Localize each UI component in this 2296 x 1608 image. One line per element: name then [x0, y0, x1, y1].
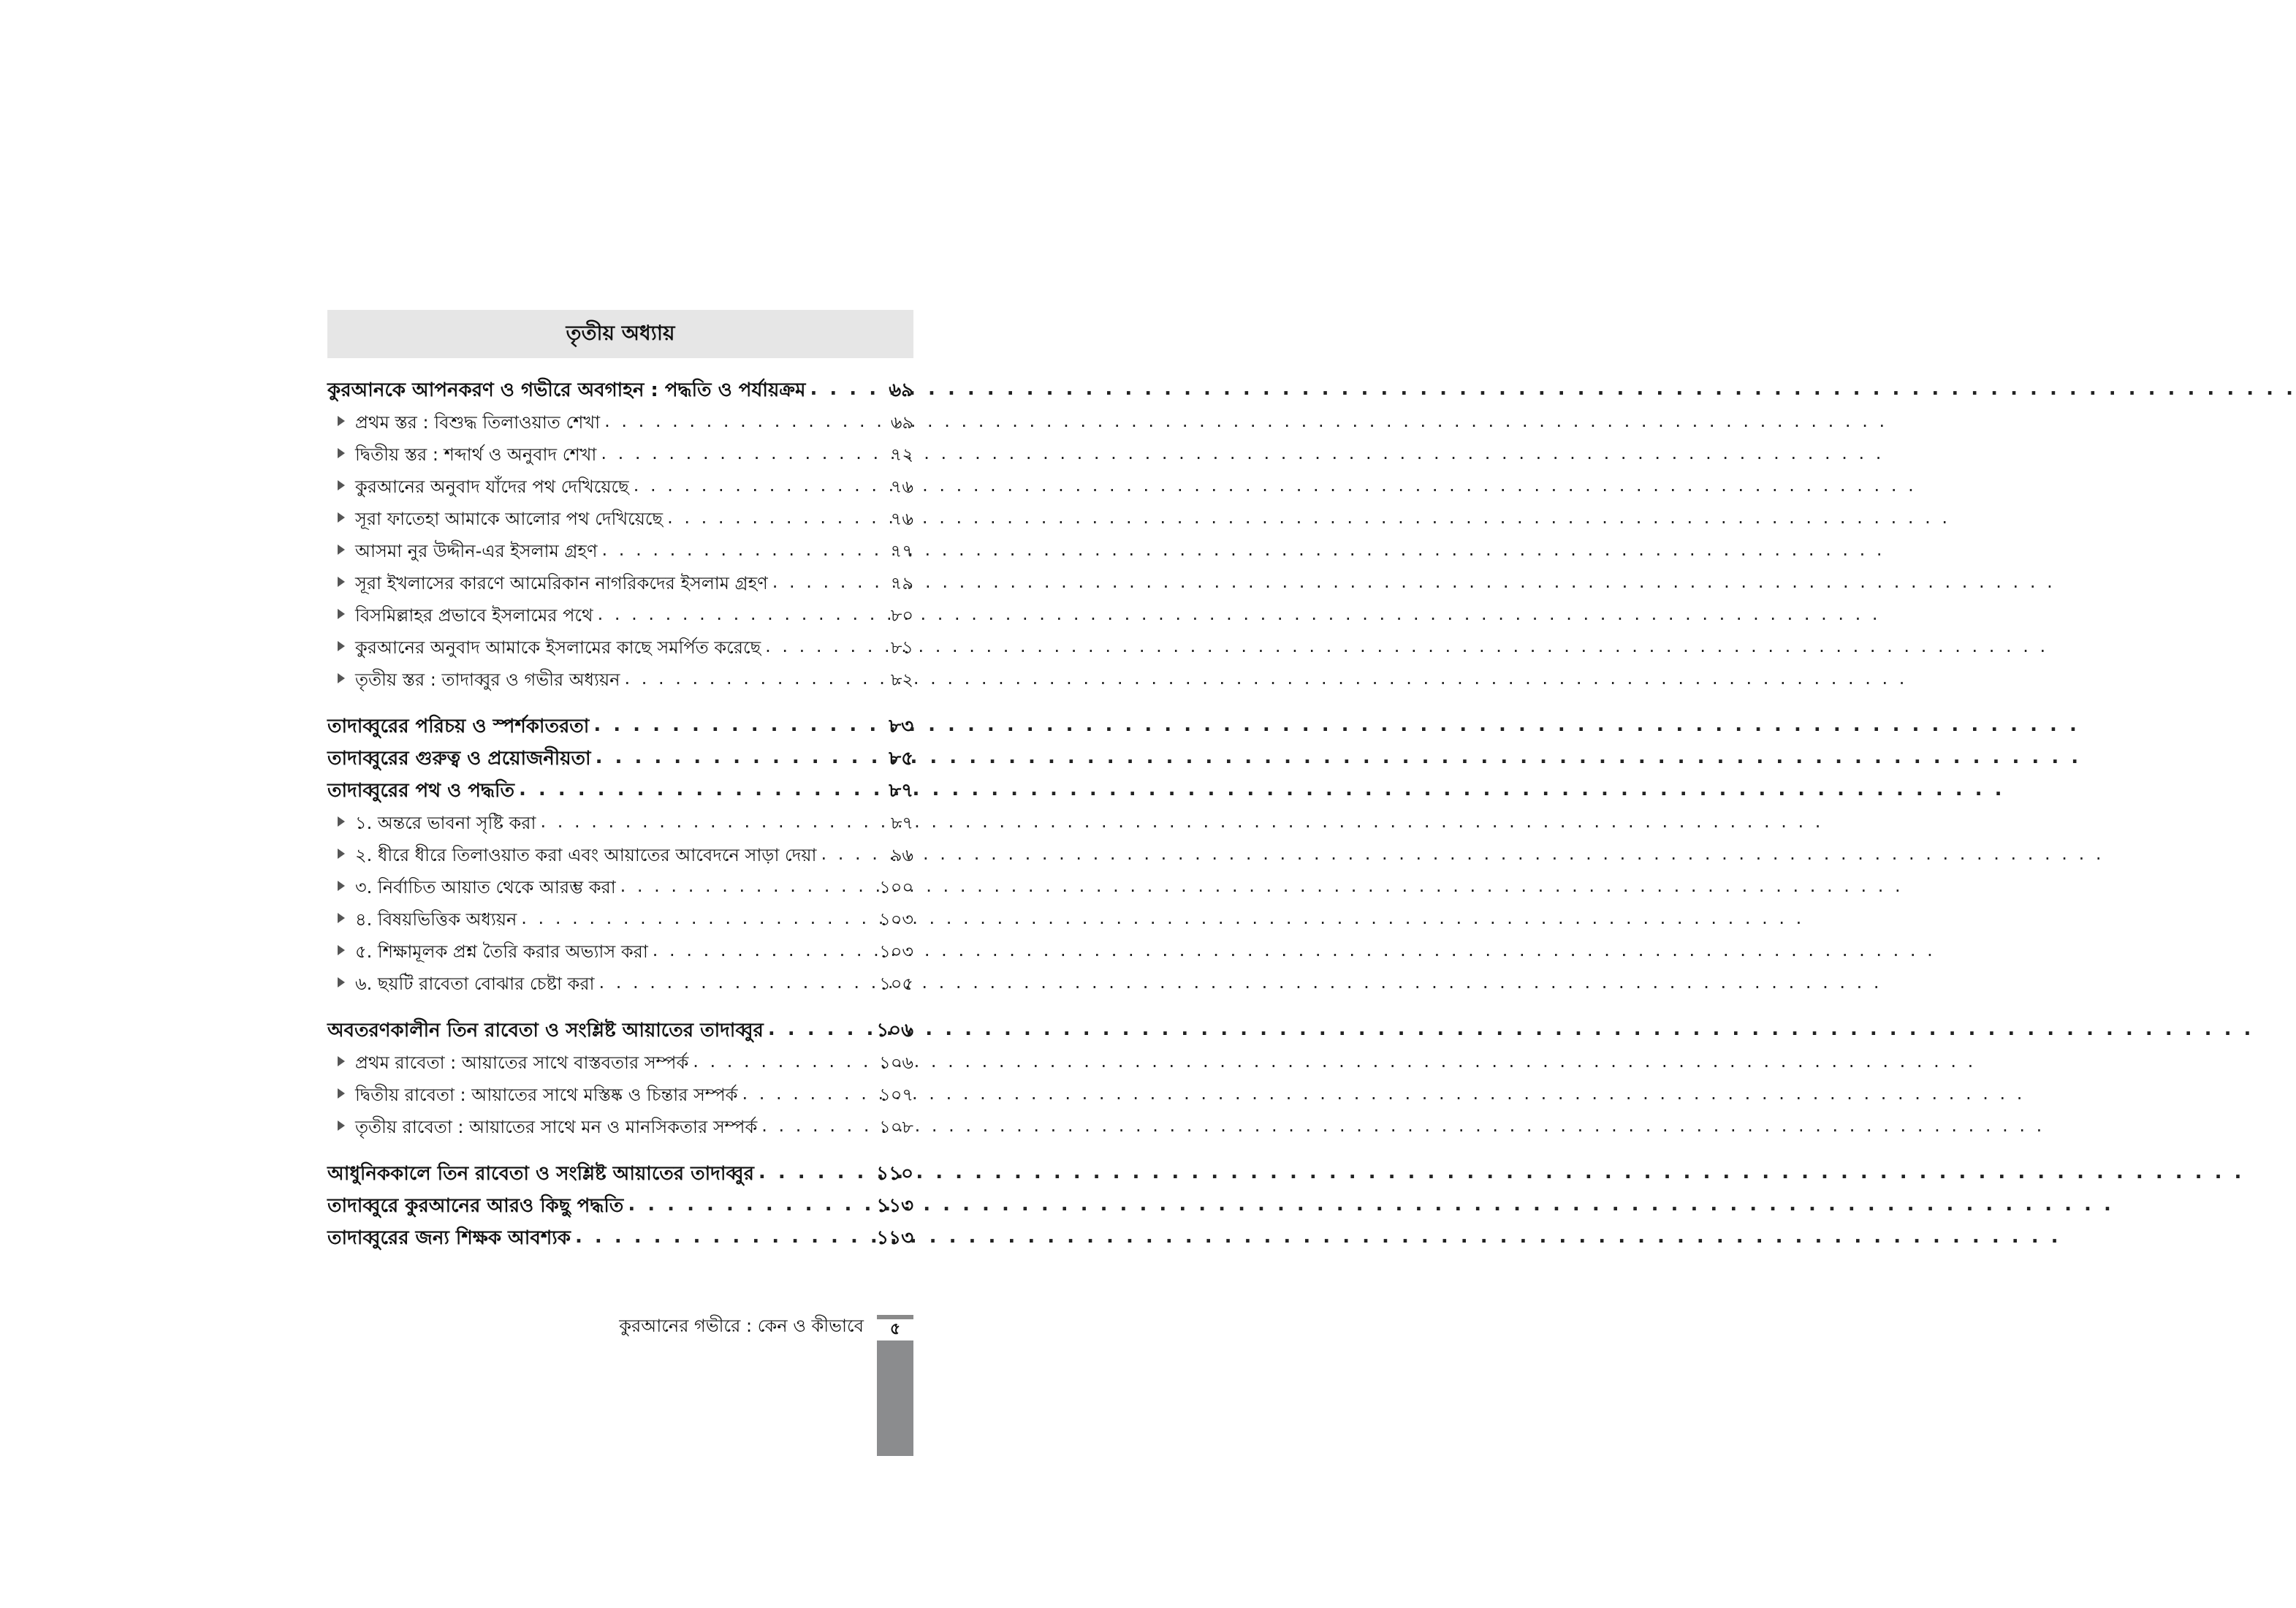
- toc-entry-title: প্রথম স্তর : বিশুদ্ধ তিলাওয়াত শেখা: [355, 412, 601, 433]
- dot-leader: [634, 469, 877, 501]
- toc-entry-title: ১. অন্তরে ভাবনা সৃষ্টি করা: [355, 813, 536, 833]
- toc-entry-title: তৃতীয় স্তর : তাদাব্বুর ও গভীর অধ্যয়ন: [355, 670, 620, 690]
- toc-sub-entry[interactable]: [327, 1047, 913, 1079]
- triangle-bullet-icon: [338, 480, 345, 490]
- toc-sub-entry[interactable]: [327, 632, 913, 664]
- dot-leader: [540, 805, 877, 838]
- triangle-bullet-icon: [338, 416, 345, 426]
- dot-leader: [821, 838, 877, 870]
- triangle-bullet-icon: [338, 881, 345, 891]
- triangle-bullet-icon: [338, 945, 345, 955]
- toc-page: [327, 310, 913, 1269]
- triangle-bullet-icon: [338, 913, 345, 923]
- toc-entry-title: আসমা নুর উদ্দীন-এর ইসলাম গ্রহণ: [355, 541, 598, 561]
- toc-page-number: ৮৩: [889, 716, 913, 737]
- toc-entry-title: দ্বিতীয় স্তর : শব্দার্থ ও অনুবাদ শেখা: [355, 444, 597, 465]
- toc-group: [327, 374, 913, 696]
- dot-leader: [599, 966, 875, 998]
- triangle-bullet-icon: [338, 673, 345, 683]
- toc-page-number: ৭৯: [890, 573, 913, 593]
- triangle-bullet-icon: [338, 1056, 345, 1066]
- table-of-contents: [327, 374, 913, 1254]
- dot-leader: [742, 1077, 875, 1110]
- toc-main-entry[interactable]: [327, 1222, 913, 1254]
- toc-entry-title: প্রথম রাবেতা : আয়াতের সাথে বাস্তবতার সম্পর্ক: [355, 1053, 689, 1073]
- toc-page-number: ১০৮: [879, 1117, 913, 1137]
- chapter-title: তৃতীয় অধ্যায়: [327, 310, 913, 358]
- toc-entry-title: ৫. শিক্ষামূলক প্রশ্ন তৈরি করার অভ্যাস করা: [355, 941, 648, 962]
- page-edge-tab: [877, 1340, 913, 1456]
- toc-sub-entry[interactable]: [327, 871, 913, 903]
- toc-sub-entry[interactable]: [327, 599, 913, 632]
- toc-main-entry[interactable]: [327, 743, 913, 775]
- dot-leader: [628, 1188, 872, 1221]
- toc-entry-title: ২. ধীরে ধীরে তিলাওয়াত করা এবং আয়াতের আবেদনে সাড়া দেয়া: [355, 845, 817, 865]
- toc-main-entry[interactable]: [327, 775, 913, 807]
- toc-entry-title: তাদাব্বুরের গুরুত্ব ও প্রয়োজনীয়তা: [327, 748, 591, 770]
- triangle-bullet-icon: [338, 1120, 345, 1131]
- toc-main-entry[interactable]: [327, 374, 913, 406]
- dot-leader: [601, 437, 877, 469]
- toc-page-number: ১০৭: [879, 1085, 913, 1105]
- toc-sub-entry[interactable]: [327, 471, 913, 503]
- dot-leader: [598, 598, 877, 630]
- toc-main-entry[interactable]: [327, 1015, 913, 1047]
- triangle-bullet-icon: [338, 977, 345, 987]
- dot-leader: [765, 630, 877, 662]
- toc-main-entry[interactable]: [327, 1158, 913, 1190]
- triangle-bullet-icon: [338, 609, 345, 619]
- dot-leader: [620, 870, 875, 902]
- toc-entry-title: কুরআনের অনুবাদ যাঁদের পথ দেখিয়েছে: [355, 477, 629, 497]
- dot-leader: [772, 566, 877, 598]
- dot-leader: [604, 405, 877, 437]
- toc-entry-title: সূরা ইখলাসের কারণে আমেরিকান নাগরিকদের ইসলাম গ্রহণ: [355, 573, 768, 593]
- toc-entry-title: সূরা ফাতেহা আমাকে আলোর পথ দেখিয়েছে: [355, 509, 664, 529]
- toc-entry-title: কুরআনকে আপনকরণ ও গভীরে অবগাহন : পদ্ধতি ও পর্যায়ক্রম: [327, 379, 806, 401]
- toc-sub-entry[interactable]: [327, 503, 913, 535]
- toc-page-number: ১০৩: [879, 941, 913, 962]
- toc-group: [327, 710, 913, 1000]
- dot-leader: [759, 1156, 872, 1188]
- toc-sub-entry[interactable]: [327, 439, 913, 471]
- toc-page-number: ১০৩: [879, 909, 913, 930]
- dot-leader: [768, 1013, 872, 1045]
- toc-page-number: ১০৫: [879, 974, 913, 994]
- toc-page-number: ৬৯: [889, 379, 913, 401]
- toc-page-number: ৭২: [890, 444, 913, 465]
- toc-page-number: ৮২: [890, 670, 913, 690]
- toc-entry-title: অবতরণকালীন তিন রাবেতা ও সংশ্লিষ্ট আয়াতের তাদাব্বুর: [327, 1020, 764, 1042]
- toc-entry-title: আধুনিককালে তিন রাবেতা ও সংশ্লিষ্ট আয়াতের তাদাব্বুর: [327, 1163, 754, 1185]
- toc-sub-entry[interactable]: [327, 839, 913, 871]
- toc-sub-entry[interactable]: [327, 664, 913, 696]
- toc-page-number: ১১৩: [876, 1227, 913, 1249]
- toc-entry-title: বিসমিল্লাহর প্রভাবে ইসলামের পথে: [355, 605, 593, 626]
- dot-leader: [761, 1110, 875, 1142]
- toc-page-number: ৮৭: [890, 813, 913, 833]
- toc-page-number: ১১৩: [876, 1195, 913, 1217]
- toc-sub-entry[interactable]: [327, 968, 913, 1000]
- toc-sub-entry[interactable]: [327, 1079, 913, 1111]
- toc-page-number: ৭৭: [890, 541, 913, 561]
- toc-page-number: ১০০: [879, 877, 913, 898]
- toc-entry-title: তাদাব্বুরের জন্য শিক্ষক আবশ্যক: [327, 1227, 571, 1249]
- dot-leader: [593, 709, 877, 741]
- dot-leader: [693, 1045, 875, 1077]
- dot-leader: [596, 741, 877, 773]
- toc-page-number: ৭৬: [890, 477, 913, 497]
- triangle-bullet-icon: [338, 641, 345, 651]
- footer-book-title: কুরআনের গভীরে : কেন ও কীভাবে: [619, 1316, 864, 1336]
- toc-page-number: ৮৫: [889, 748, 913, 770]
- toc-page-number: ৮০: [890, 605, 913, 626]
- toc-page-number: ৮৭: [889, 780, 913, 802]
- toc-sub-entry[interactable]: [327, 406, 913, 439]
- toc-main-entry[interactable]: [327, 1190, 913, 1222]
- dot-leader: [575, 1221, 872, 1253]
- toc-page-number: ৬৯: [890, 412, 913, 433]
- toc-page-number: ১১০: [876, 1163, 913, 1185]
- dot-leader: [602, 534, 877, 566]
- toc-sub-entry[interactable]: [327, 567, 913, 599]
- toc-page-number: ১০৬: [876, 1020, 913, 1042]
- toc-group: [327, 1158, 913, 1254]
- triangle-bullet-icon: [338, 577, 345, 587]
- toc-entry-title: দ্বিতীয় রাবেতা : আয়াতের সাথে মস্তিষ্ক ও চিন্তার সম্পর্ক: [355, 1085, 738, 1105]
- dot-leader: [624, 662, 877, 694]
- toc-entry-title: তাদাব্বুরের পথ ও পদ্ধতি: [327, 780, 514, 802]
- toc-sub-entry[interactable]: [327, 936, 913, 968]
- triangle-bullet-icon: [338, 448, 345, 458]
- toc-sub-entry[interactable]: [327, 1111, 913, 1143]
- toc-sub-entry[interactable]: [327, 903, 913, 936]
- triangle-bullet-icon: [338, 849, 345, 859]
- dot-leader: [521, 902, 875, 934]
- toc-entry-title: তাদাব্বুরের পরিচয় ও স্পর্শকাতরতা: [327, 716, 590, 737]
- toc-group: [327, 1015, 913, 1143]
- triangle-bullet-icon: [338, 512, 345, 523]
- triangle-bullet-icon: [338, 545, 345, 555]
- triangle-bullet-icon: [338, 816, 345, 827]
- toc-sub-entry[interactable]: [327, 807, 913, 839]
- toc-entry-title: ৬. ছয়টি রাবেতা বোঝার চেষ্টা করা: [355, 974, 595, 994]
- footer-page-number: ৫: [877, 1315, 913, 1340]
- toc-entry-title: কুরআনের অনুবাদ আমাকে ইসলামের কাছে সমর্পিত করেছে: [355, 637, 761, 658]
- dot-leader: [653, 934, 875, 966]
- toc-entry-title: তাদাব্বুরে কুরআনের আরও কিছু পদ্ধতি: [327, 1195, 624, 1217]
- toc-sub-entry[interactable]: [327, 535, 913, 567]
- toc-entry-title: ৩. নির্বাচিত আয়াত থেকে আরম্ভ করা: [355, 877, 616, 898]
- toc-page-number: ৯৬: [890, 845, 913, 865]
- toc-main-entry[interactable]: [327, 710, 913, 743]
- toc-page-number: ৮১: [890, 637, 913, 658]
- dot-leader: [667, 501, 877, 534]
- triangle-bullet-icon: [338, 1088, 345, 1099]
- toc-page-number: ১০৬: [879, 1053, 913, 1073]
- page-footer: [327, 1314, 913, 1340]
- toc-page-number: ৭৬: [890, 509, 913, 529]
- dot-leader: [519, 773, 877, 805]
- dot-leader: [810, 373, 877, 405]
- toc-entry-title: ৪. বিষয়ভিত্তিক অধ্যয়ন: [355, 909, 517, 930]
- toc-entry-title: তৃতীয় রাবেতা : আয়াতের সাথে মন ও মানসিকতার সম্পর্ক: [355, 1117, 758, 1137]
